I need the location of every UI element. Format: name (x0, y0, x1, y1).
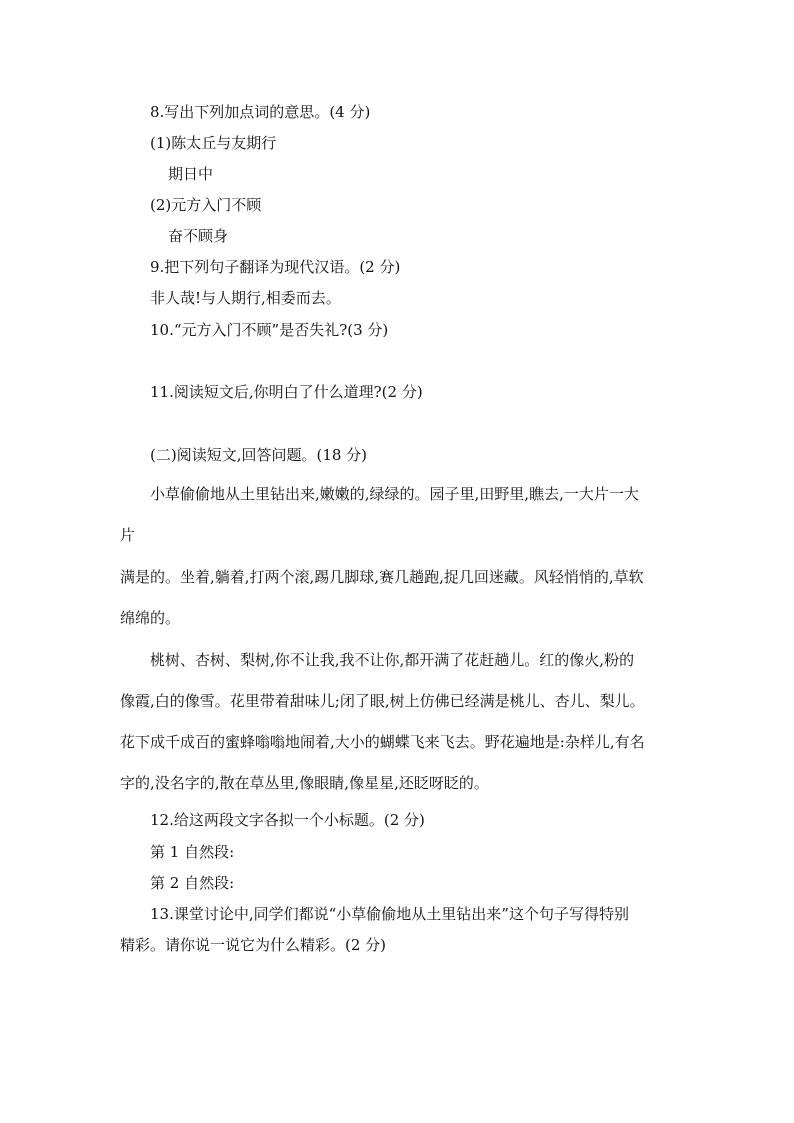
passage-para-1-line-4: 绵绵的。 (120, 609, 181, 627)
passage-para-1-line-2: 片 (120, 526, 136, 544)
question-13-line-1: 13.课堂讨论中,同学们都说“小草偷偷地从土里钻出来”这个句子写得特别 (150, 905, 629, 923)
question-13-line-2: 精彩。请你说一说它为什么精彩。(2 分) (120, 936, 387, 954)
question-10: 10.“元方入门不顾”是否失礼?(3 分) (150, 321, 389, 339)
passage-para-2-line-1: 桃树、杏树、梨树,你不让我,我不让你,都开满了花赶趟儿。红的像火,粉的 (150, 651, 635, 669)
passage-para-2-line-2: 像霞,白的像雪。花里带着甜味儿;闭了眼,树上仿佛已经满是桃儿、杏儿、梨儿。 (120, 692, 645, 710)
passage-para-1-line-1: 小草偷偷地从土里钻出来,嫩嫩的,绿绿的。园子里,田野里,瞧去,一大片一大 (150, 485, 639, 503)
question-9-sentence: 非人哉!与人期行,相委而去。 (150, 289, 341, 307)
passage-para-1-line-3: 满是的。坐着,躺着,打两个滚,踢几脚球,赛几趟跑,捉几回迷藏。风轻悄悄的,草软 (120, 568, 644, 586)
question-12: 12.给这两段文字各拟一个小标题。(2 分) (150, 811, 425, 829)
question-8-item-1-word: 期日中 (168, 165, 214, 183)
section-2-heading: (二)阅读短文,回答问题。(18 分) (150, 446, 368, 464)
question-12-para-1: 第 1 自然段: (150, 843, 235, 861)
question-8: 8.写出下列加点词的意思。(4 分) (150, 103, 371, 121)
question-12-para-2: 第 2 自然段: (150, 874, 235, 892)
passage-para-2-line-3: 花下成千成百的蜜蜂嗡嗡地闹着,大小的蝴蝶飞来飞去。野花遍地是:杂样儿,有名 (120, 733, 645, 751)
question-8-item-1: (1)陈太丘与友期行 (150, 134, 277, 152)
question-11: 11.阅读短文后,你明白了什么道理?(2 分) (150, 383, 423, 401)
passage-para-2-line-4: 字的,没名字的,散在草丛里,像眼睛,像星星,还眨呀眨的。 (120, 774, 489, 792)
question-9: 9.把下列句子翻译为现代汉语。(2 分) (150, 258, 401, 276)
question-8-item-2: (2)元方入门不顾 (150, 196, 262, 214)
question-8-item-2-word: 奋不顾身 (168, 227, 229, 245)
